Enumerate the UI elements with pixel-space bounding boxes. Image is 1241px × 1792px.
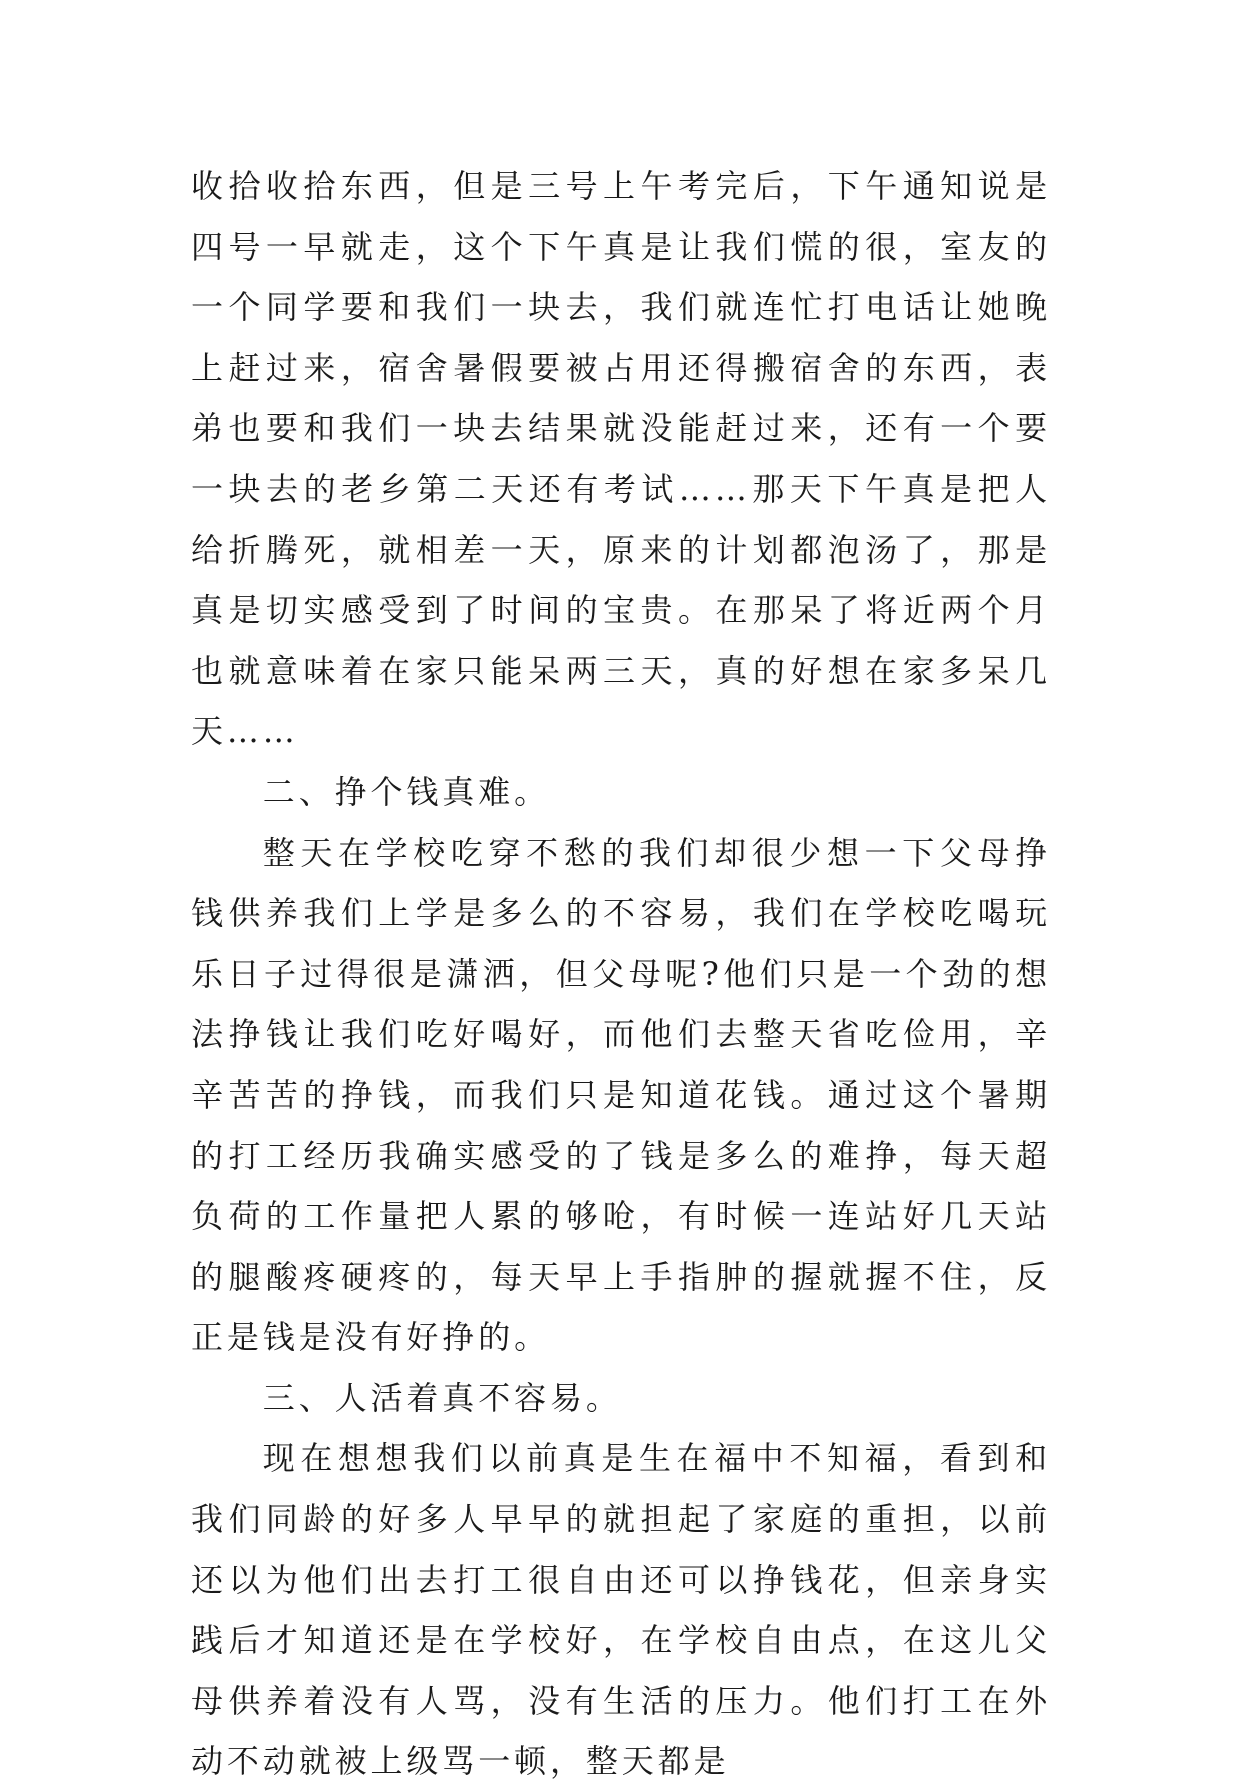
section-heading-3: 三、人活着真不容易。 <box>262 1378 622 1417</box>
section-heading-2: 二、挣个钱真难。 <box>262 772 550 811</box>
document-body <box>191 156 1051 1792</box>
paragraph-continuation: 收拾收拾东西，但是三号上午考完后，下午通知说是四号一早就走，这个下午真是让我们慌的很，室友的一个同学要和我们一块去，我们就连忙打电话让她晚上赶过来，宿舍暑假要被占用还得搬宿舍的东西，表弟也要和我们一块去结果就没能赶过来，还有一个要一块去的老乡第二天还有考试……那天下午真是把人给折腾死，就相差一天，原来的计划都泡汤了，那是真是切实感受到了时间的宝贵。在那呆了将近两个月也就意味着在家只能呆两三天，真的好想在家多呆几天…… <box>191 167 1051 751</box>
paragraph-life-hard: 现在想想我们以前真是生在福中不知福，看到和我们同龄的好多人早早的就担起了家庭的重担，以前还以为他们出去打工很自由还可以挣钱花，但亲身实践后才知道还是在学校好，在学校自由点，在这儿父母供养着没有人骂，没有生活的压力。他们打工在外动不动就被上级骂一顿，整天都是 <box>191 1439 1051 1781</box>
paragraph-earning-money: 整天在学校吃穿不愁的我们却很少想一下父母挣钱供养我们上学是多么的不容易，我们在学校吃喝玩乐日子过得很是潇洒，但父母呢?他们只是一个劲的想法挣钱让我们吃好喝好，而他们去整天省吃俭用，辛辛苦苦的挣钱，而我们只是知道花钱。通过这个暑期的打工经历我确实感受的了钱是多么的难挣，每天超负荷的工作量把人累的够呛，有时候一连站好几天站的腿酸疼硬疼的，每天早上手指肿的握就握不住，反正是钱是没有好挣的。 <box>191 833 1051 1357</box>
